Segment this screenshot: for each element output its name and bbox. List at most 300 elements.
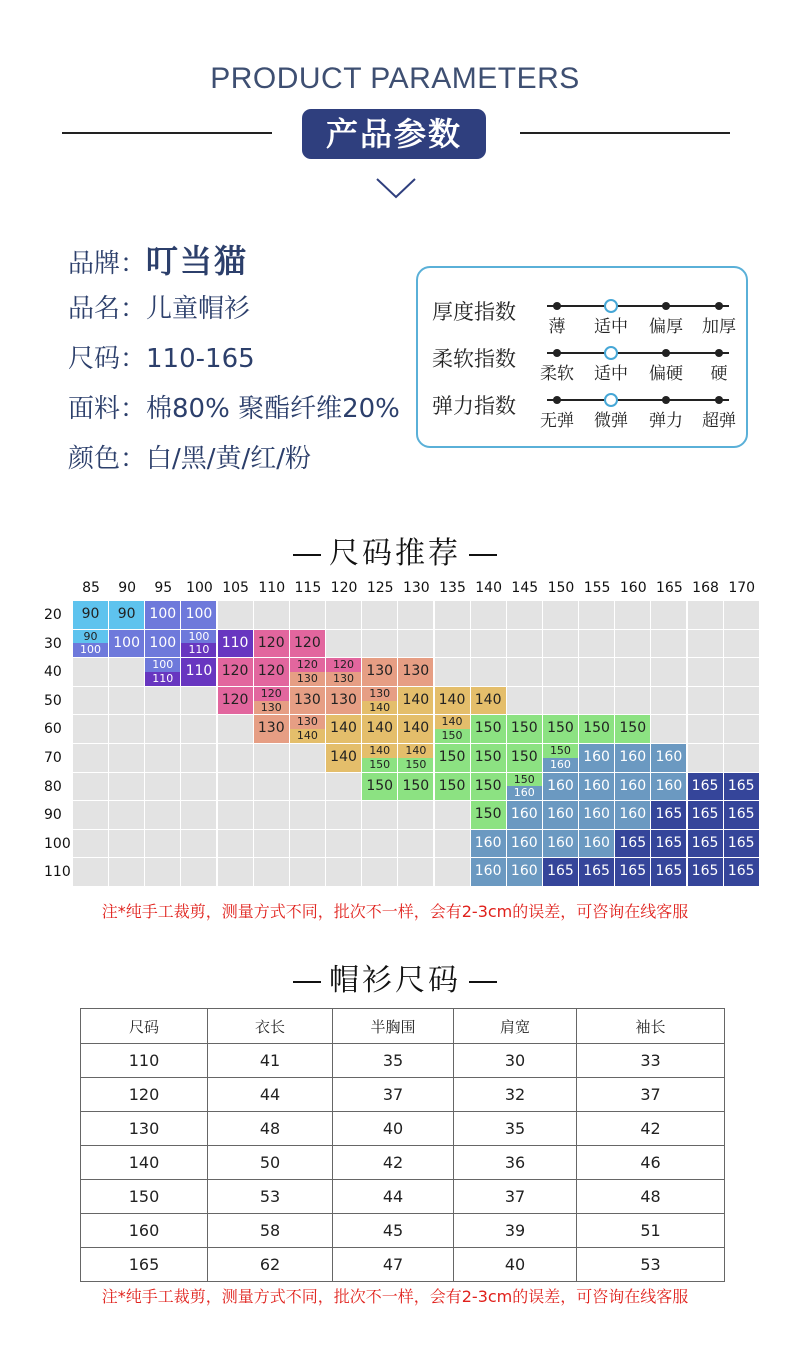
table-cell: 35: [333, 1044, 454, 1078]
grid-cell-empty: [398, 830, 433, 858]
grid-cell: 150: [471, 801, 506, 829]
grid-cell-empty: [362, 858, 397, 886]
title-divider-left: [62, 132, 272, 134]
grid-cell-empty: [688, 601, 723, 629]
info-label: 面料：: [68, 394, 147, 424]
grid-cell-empty: [218, 601, 253, 629]
grid-cell: 165: [615, 830, 650, 858]
table-cell: 42: [333, 1146, 454, 1180]
grid-cell-empty: [109, 715, 144, 743]
grid-cell-empty: [435, 801, 470, 829]
grid-cell: 140: [398, 687, 433, 715]
grid-cell-empty: [543, 601, 578, 629]
table-cell: 37: [577, 1078, 725, 1112]
grid-cell-empty: [615, 658, 650, 686]
grid-cell-empty: [73, 715, 108, 743]
grid-cell: 150: [398, 773, 433, 801]
grid-col-header: 140: [475, 580, 502, 596]
chevron-down-icon: [375, 176, 417, 200]
grid-cell: 160: [543, 773, 578, 801]
grid-cell: 160: [471, 858, 506, 886]
grid-cell-empty: [724, 601, 759, 629]
info-label: 颜色：: [68, 444, 147, 474]
index-tick-label: 弹力: [649, 411, 683, 431]
table-cell: 130: [81, 1112, 208, 1146]
grid-cell-empty: [651, 601, 686, 629]
grid-cell: 160: [615, 744, 650, 772]
grid-cell-split: 100 110: [181, 630, 216, 658]
index-tick-dot: [553, 396, 561, 404]
table-cell: 39: [454, 1214, 577, 1248]
info-label: 品牌：: [68, 249, 147, 279]
index-tick-label: 薄: [548, 317, 566, 337]
grid-cell-empty: [362, 830, 397, 858]
index-selected-marker: [604, 393, 618, 407]
table-row: [81, 1180, 725, 1214]
chinese-title-badge: 产品参数: [302, 109, 486, 159]
info-value: 棉80% 聚酯纤维20%: [146, 394, 400, 424]
index-tick-dot: [715, 349, 723, 357]
grid-cell-empty: [73, 687, 108, 715]
table-row: [81, 1078, 725, 1112]
grid-cell: 140: [471, 687, 506, 715]
grid-cell: 140: [398, 715, 433, 743]
grid-cell: 120: [218, 687, 253, 715]
grid-cell: 160: [507, 830, 542, 858]
grid-cell-empty: [109, 858, 144, 886]
table-cell: 51: [577, 1214, 725, 1248]
info-fabric: [68, 388, 400, 425]
index-tick-label: 适中: [594, 317, 628, 337]
grid-cell: 160: [615, 773, 650, 801]
title-dash-left: [293, 981, 321, 983]
info-product-name: [68, 288, 250, 325]
grid-row-header: 110: [44, 864, 71, 881]
grid-cell-empty: [73, 773, 108, 801]
grid-cell-empty: [543, 687, 578, 715]
grid-cell-empty: [688, 630, 723, 658]
table-cell: 40: [454, 1248, 577, 1282]
table-cell: 44: [333, 1180, 454, 1214]
grid-cell-empty: [326, 773, 361, 801]
index-tick-label: 适中: [594, 364, 628, 384]
grid-cell-empty: [73, 658, 108, 686]
table-cell: 58: [208, 1214, 333, 1248]
grid-cell: 110: [181, 658, 216, 686]
grid-col-header: 145: [511, 580, 539, 596]
grid-cell-empty: [218, 830, 253, 858]
grid-cell-split: 130 140: [290, 715, 325, 743]
grid-cell: 150: [507, 744, 542, 772]
grid-cell: 120: [254, 658, 289, 686]
grid-cell-empty: [507, 601, 542, 629]
grid-cell-empty: [579, 687, 614, 715]
grid-cell: 160: [579, 830, 614, 858]
grid-cell: 140: [326, 715, 361, 743]
index-label: 柔软指数: [432, 347, 516, 371]
grid-cell-empty: [290, 801, 325, 829]
grid-cell: 160: [507, 858, 542, 886]
grid-cell: 150: [543, 715, 578, 743]
table-cell: 47: [333, 1248, 454, 1282]
size-table-header-row: [81, 1009, 725, 1044]
grid-row-header: 60: [44, 721, 62, 738]
grid-cell: 100: [145, 601, 180, 629]
grid-cell: 130: [254, 715, 289, 743]
table-cell: 150: [81, 1180, 208, 1214]
index-tick-dot: [715, 302, 723, 310]
table-cell: 50: [208, 1146, 333, 1180]
grid-cell: 150: [471, 715, 506, 743]
grid-col-header: 125: [366, 580, 394, 596]
title-divider-right: [520, 132, 730, 134]
table-cell: 45: [333, 1214, 454, 1248]
grid-cell-split: 140 150: [362, 744, 397, 772]
grid-cell-empty: [615, 601, 650, 629]
index-tick-dot: [662, 396, 670, 404]
grid-cell: 165: [688, 773, 723, 801]
grid-cell-empty: [109, 773, 144, 801]
table-note: 注*纯手工裁剪，测量方式不同，批次不一样，会有2-3cm的误差，可咨询在线客服: [101, 1287, 689, 1306]
table-row: [81, 1112, 725, 1146]
grid-cell-empty: [615, 630, 650, 658]
grid-cell-empty: [724, 715, 759, 743]
grid-cell: 165: [651, 801, 686, 829]
grid-cell-empty: [362, 801, 397, 829]
grid-cell-split: 140 150: [398, 744, 433, 772]
table-cell: 37: [333, 1078, 454, 1112]
grid-col-header: 168: [692, 580, 719, 596]
grid-cell: 130: [362, 658, 397, 686]
info-brand: [68, 236, 248, 282]
grid-cell-empty: [145, 801, 180, 829]
grid-cell-empty: [398, 801, 433, 829]
grid-cell-empty: [145, 715, 180, 743]
grid-cell: 160: [651, 773, 686, 801]
table-cell: 32: [454, 1078, 577, 1112]
grid-cell-empty: [254, 858, 289, 886]
grid-cell: 150: [471, 773, 506, 801]
title-dash-right: [469, 981, 497, 983]
grid-cell-empty: [579, 630, 614, 658]
grid-cell-empty: [73, 858, 108, 886]
grid-cell-empty: [398, 630, 433, 658]
grid-row-header: 90: [44, 807, 62, 824]
info-color: [68, 438, 311, 475]
grid-cell-empty: [579, 601, 614, 629]
grid-cell: 160: [471, 830, 506, 858]
table-cell: 36: [454, 1146, 577, 1180]
grid-cell-empty: [181, 858, 216, 886]
grid-cell-empty: [651, 658, 686, 686]
index-tick-label: 微弹: [594, 411, 628, 431]
grid-col-header: 105: [222, 580, 249, 596]
grid-cell: 165: [724, 801, 759, 829]
index-label: 弹力指数: [432, 394, 516, 418]
grid-cell-empty: [398, 858, 433, 886]
table-cell: 46: [577, 1146, 725, 1180]
table-cell: 48: [577, 1180, 725, 1214]
grid-cell-empty: [435, 630, 470, 658]
grid-cell-empty: [218, 801, 253, 829]
index-selected-marker: [604, 299, 618, 313]
grid-cell-empty: [181, 773, 216, 801]
grid-cell-empty: [326, 830, 361, 858]
info-value: 110-165: [146, 344, 255, 374]
grid-cell: 150: [435, 744, 470, 772]
grid-cell: 160: [507, 801, 542, 829]
index-tick-label: 偏硬: [649, 364, 683, 384]
header-cell-shoulder: 肩宽: [454, 1009, 577, 1044]
grid-cell: 100: [109, 630, 144, 658]
grid-cell: 140: [326, 744, 361, 772]
grid-cell: 165: [688, 830, 723, 858]
header-cell-size: 尺码: [81, 1009, 208, 1044]
table-cell: 41: [208, 1044, 333, 1078]
grid-col-header: 95: [154, 580, 173, 596]
grid-cell: 100: [181, 601, 216, 629]
grid-cell-empty: [724, 744, 759, 772]
grid-cell: 165: [543, 858, 578, 886]
grid-cell-empty: [109, 687, 144, 715]
index-tick-dot: [662, 302, 670, 310]
header-cell-length: 衣长: [208, 1009, 333, 1044]
table-cell: 37: [454, 1180, 577, 1214]
table-cell: 110: [81, 1044, 208, 1078]
grid-cell-empty: [435, 830, 470, 858]
grid-cell-empty: [362, 601, 397, 629]
index-tick-dot: [715, 396, 723, 404]
grid-cell-empty: [145, 858, 180, 886]
grid-cell-empty: [145, 687, 180, 715]
grid-row-header: 70: [44, 750, 62, 766]
grid-cell-empty: [651, 715, 686, 743]
grid-cell: 120: [290, 630, 325, 658]
grid-cell: 165: [724, 830, 759, 858]
grid-cell: 165: [651, 858, 686, 886]
grid-cell-empty: [290, 601, 325, 629]
grid-cell: 165: [724, 858, 759, 886]
grid-cell: 120: [254, 630, 289, 658]
grid-cell-empty: [218, 773, 253, 801]
grid-cell-empty: [181, 744, 216, 772]
grid-cell: 160: [543, 801, 578, 829]
grid-cell-empty: [290, 858, 325, 886]
grid-cell-empty: [254, 773, 289, 801]
info-size: [68, 338, 255, 375]
table-cell: 53: [208, 1180, 333, 1214]
grid-col-header: 120: [330, 580, 358, 596]
english-title: PRODUCT PARAMETERS: [210, 62, 580, 95]
grid-cell-empty: [109, 658, 144, 686]
grid-cell: 140: [362, 715, 397, 743]
size-recommend-title-text: 尺码推荐: [329, 536, 461, 571]
grid-cell-empty: [326, 630, 361, 658]
grid-cell-empty: [109, 830, 144, 858]
grid-cell-empty: [724, 630, 759, 658]
index-scale-line: [547, 352, 729, 354]
grid-cell-empty: [145, 773, 180, 801]
grid-cell-empty: [73, 830, 108, 858]
info-value: 儿童帽衫: [146, 294, 251, 324]
table-row: [81, 1214, 725, 1248]
index-tick-label: 柔软: [540, 364, 574, 384]
grid-col-header: 90: [118, 580, 137, 596]
grid-cell-split: 140 150: [435, 715, 470, 743]
grid-cell-empty: [73, 744, 108, 772]
grid-cell-empty: [543, 630, 578, 658]
grid-cell: 90: [73, 601, 108, 629]
table-row: [81, 1044, 725, 1078]
grid-cell: 165: [579, 858, 614, 886]
index-tick-label: 硬: [710, 364, 728, 384]
grid-cell-split: 120 130: [254, 687, 289, 715]
grid-cell-empty: [435, 601, 470, 629]
grid-cell-empty: [181, 687, 216, 715]
grid-cell: 150: [579, 715, 614, 743]
grid-cell-empty: [688, 744, 723, 772]
grid-row-header: 40: [44, 664, 62, 681]
info-label: 尺码：: [68, 344, 147, 374]
grid-cell-empty: [254, 601, 289, 629]
grid-col-header: 165: [656, 580, 683, 596]
grid-cell: 160: [615, 801, 650, 829]
table-cell: 42: [577, 1112, 725, 1146]
grid-cell: 165: [724, 773, 759, 801]
grid-cell: 120: [218, 658, 253, 686]
index-tick-label: 偏厚: [649, 317, 683, 337]
grid-cell: 100: [145, 630, 180, 658]
grid-cell-empty: [254, 830, 289, 858]
grid-cell: 90: [109, 601, 144, 629]
grid-cell-split: 150 160: [507, 773, 542, 801]
grid-cell: 160: [543, 830, 578, 858]
table-cell: 40: [333, 1112, 454, 1146]
info-value: 白/黑/黄/红/粉: [146, 444, 312, 474]
grid-cell-empty: [254, 744, 289, 772]
grid-cell-split: 90 100: [73, 630, 108, 658]
table-cell: 30: [454, 1044, 577, 1078]
table-cell: 120: [81, 1078, 208, 1112]
title-dash-right: [469, 554, 497, 556]
grid-col-header: 155: [583, 580, 611, 596]
grid-col-header: 170: [728, 580, 756, 596]
grid-cell-empty: [218, 715, 253, 743]
size-recommend-title: [0, 528, 790, 572]
header-cell-chest: 半胸围: [333, 1009, 454, 1044]
grid-cell-empty: [724, 658, 759, 686]
grid-col-header: 85: [82, 580, 100, 596]
grid-cell-split: 150 160: [543, 744, 578, 772]
table-cell: 35: [454, 1112, 577, 1146]
index-tick-dot: [553, 349, 561, 357]
grid-cell: 110: [218, 630, 253, 658]
grid-cell-empty: [218, 858, 253, 886]
grid-col-header: 130: [402, 580, 430, 596]
index-tick-label: 加厚: [702, 317, 736, 337]
grid-cell: 130: [398, 658, 433, 686]
grid-cell: 165: [615, 858, 650, 886]
grid-note: 注*纯手工裁剪，测量方式不同，批次不一样，会有2-3cm的误差，可咨询在线客服: [101, 902, 689, 921]
table-row: [81, 1146, 725, 1180]
grid-cell-empty: [615, 687, 650, 715]
grid-cell: 165: [688, 801, 723, 829]
grid-cell-empty: [507, 630, 542, 658]
grid-col-header: 110: [258, 580, 286, 596]
grid-col-header: 150: [547, 580, 575, 596]
table-cell: 160: [81, 1214, 208, 1248]
grid-cell-empty: [543, 658, 578, 686]
table-cell: 62: [208, 1248, 333, 1282]
info-label: 品名：: [68, 294, 147, 324]
table-cell: 33: [577, 1044, 725, 1078]
grid-cell-empty: [471, 630, 506, 658]
table-row: [81, 1248, 725, 1282]
grid-cell: 140: [435, 687, 470, 715]
grid-col-header: 115: [294, 580, 322, 596]
index-tick-dot: [662, 349, 670, 357]
grid-cell-empty: [290, 830, 325, 858]
index-scale-line: [547, 305, 729, 307]
grid-cell-empty: [471, 658, 506, 686]
grid-cell-empty: [218, 744, 253, 772]
grid-cell: 165: [688, 858, 723, 886]
title-dash-left: [293, 554, 321, 556]
grid-cell-empty: [724, 687, 759, 715]
grid-cell-empty: [435, 658, 470, 686]
grid-cell-empty: [688, 687, 723, 715]
info-value: 叮当猫: [146, 242, 249, 280]
table-cell: 48: [208, 1112, 333, 1146]
size-table-title: [0, 955, 790, 999]
index-scale-line: [547, 399, 729, 401]
grid-cell-empty: [290, 744, 325, 772]
grid-cell-empty: [73, 801, 108, 829]
grid-cell-empty: [688, 658, 723, 686]
grid-cell: 150: [471, 744, 506, 772]
grid-cell-empty: [651, 630, 686, 658]
grid-cell-empty: [651, 687, 686, 715]
grid-cell-empty: [254, 801, 289, 829]
grid-cell-split: 130 140: [362, 687, 397, 715]
table-cell: 165: [81, 1248, 208, 1282]
grid-cell: 160: [579, 773, 614, 801]
table-cell: 140: [81, 1146, 208, 1180]
grid-cell-empty: [145, 744, 180, 772]
grid-cell-empty: [145, 830, 180, 858]
grid-cell-empty: [181, 715, 216, 743]
grid-cell-empty: [435, 858, 470, 886]
grid-cell: 165: [651, 830, 686, 858]
index-label: 厚度指数: [432, 300, 516, 324]
grid-cell-empty: [109, 801, 144, 829]
grid-cell-empty: [398, 601, 433, 629]
grid-cell: 150: [615, 715, 650, 743]
grid-cell-empty: [507, 658, 542, 686]
index-tick-label: 超弹: [702, 411, 736, 431]
grid-cell-split: 120 130: [290, 658, 325, 686]
grid-cell: 150: [362, 773, 397, 801]
grid-row-header: 80: [44, 778, 62, 795]
grid-cell: 150: [435, 773, 470, 801]
grid-cell-split: 120 130: [326, 658, 361, 686]
grid-cell-empty: [579, 658, 614, 686]
grid-cell: 130: [290, 687, 325, 715]
grid-row-header: 50: [44, 692, 62, 709]
grid-cell-empty: [181, 801, 216, 829]
grid-cell-empty: [326, 801, 361, 829]
grid-cell-split: 100 110: [145, 658, 180, 686]
